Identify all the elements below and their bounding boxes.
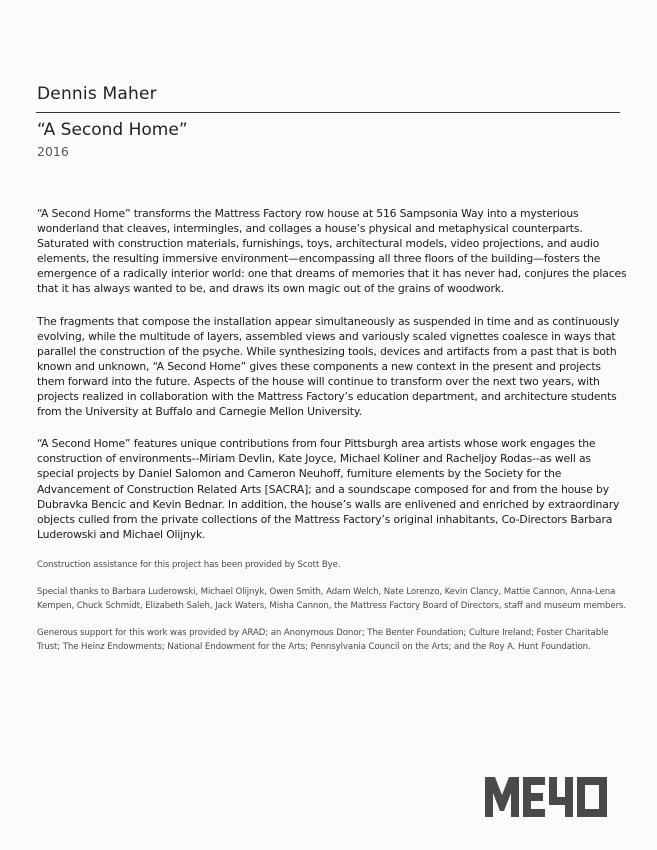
paragraph-fragments: The fragments that compose the installation appear simultaneously as suspended in time and as continuously evolving, while the multitude of layers, assembled views and variously scaled vignettes coalesce in ways that parallel the construction of the psyche. While synthesizing tools, devices and artifacts from a past that is both known and unknown, “A Second Home” gives these components a new context in the present and projects them forward into the future. Aspects of the house will continue to transform over the next two years, with projects realized in collaboration with the Mattress Factory’s education department, and architecture students from the University at Buffalo and Carnegie Mellon University. [37, 314, 620, 419]
logo-digit-4 [549, 777, 573, 817]
paragraph-contributions: “A Second Home” features unique contributions from four Pittsburgh area artists whose work engages the construction of environments--Miriam Devlin, Kate Joyce, Michael Koliner and Racheljoy Rodas--as well as special projects by Daniel Salomon and Cameron Neuhoff, furniture elements by the Society for the Advancement of Construction Related Arts [SACRA]; and a soundscape composed for and from the house by Dubravka Bencic and Kevin Bednar. In addition, the house’s walls are enlivened and enriched by extraordinary objects culled from the private collections of the Mattress Factory’s original inhabitants, Co-Directors Barbara Luderowski and Michael Olijnyk. [37, 437, 620, 541]
logo-letter-m [485, 777, 519, 817]
artwork-year: 2016 [37, 144, 69, 159]
logo-digit-0 [577, 777, 607, 817]
mattress-factory-40-logo-icon [485, 773, 607, 817]
credit-support: Generous support for this work was provided by ARAD; an Anonymous Donor; The Benter Foundation; Culture Ireland; Foster Charitable Trust; The Heinz Endowments; National Endowment for the Arts; Pennsylvania Council on the Arts; and the Roy A. Hunt Foundation. [37, 628, 609, 652]
credit-construction: Construction assistance for this project has been provided by Scott Bye. [37, 559, 341, 570]
credit-thanks: Special thanks to Barbara Luderowski, Michael Olijnyk, Owen Smith, Adam Welch, Nate Lorenzo, Kevin Clancy, Mattie Cannon, Anna-Lena Kempen, Chuck Schmidt, Elizabeth Saleh, Jack Waters, Misha Cannon, the Mattress Factory Board of Directors, staff and museum members. [37, 587, 627, 611]
logo-letter-f [523, 777, 545, 817]
body-text [37, 206, 627, 668]
artwork-title: “A Second Home” [37, 120, 188, 140]
header-rule [36, 112, 620, 113]
paragraph-intro: “A Second Home” transforms the Mattress Factory row house at 516 Sampsonia Way into a mysterious wonderland that cleaves, intermingles, and collages a house’s physical and metaphysical counterparts. Saturated with construction materials, furnishings, toys, architectural models, video projections, and audio elements, the resulting immersive environment—encompassing all three floors of the building—fosters the emergence of a radically interior world: one that dreams of memories that it has never had, conjures the places that it has always wanted to be, and draws its own magic out of the grains of woodwork. [37, 207, 627, 296]
artist-name: Dennis Maher [37, 84, 157, 104]
